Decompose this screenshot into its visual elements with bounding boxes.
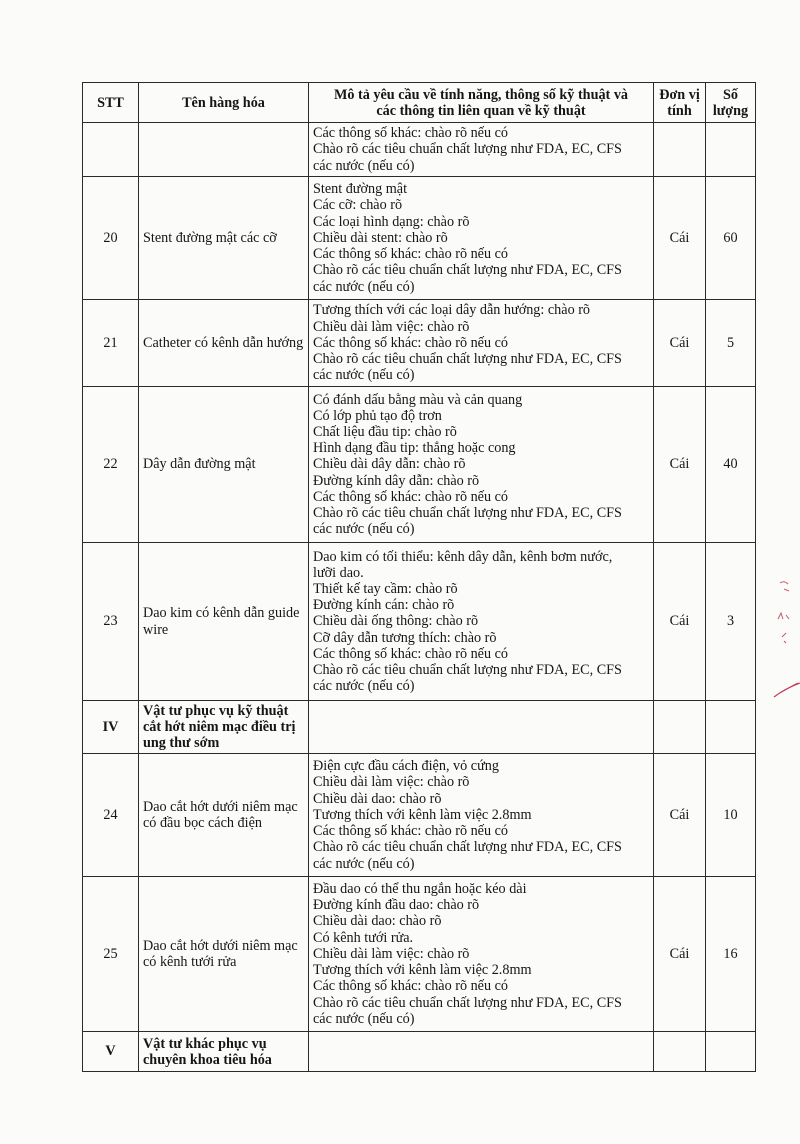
description-line: Chào rõ các tiêu chuẩn chất lượng như FDA, EC, CFS: [313, 262, 622, 279]
header-quantity-line: lượng: [712, 102, 749, 119]
description-line: Chiều dài dao: chào rõ: [313, 790, 442, 807]
description-line: Chào rõ các tiêu chuẩn chất lượng như FDA, EC, CFS: [313, 505, 622, 521]
row-unit: Cái: [654, 177, 706, 300]
row-unit: Cái: [654, 387, 706, 543]
description-line: các nước (nếu có): [313, 157, 415, 174]
description-line: Các thông số khác: chào rõ nếu có: [313, 823, 509, 840]
section-row: [83, 701, 756, 754]
description-line: Các thông số khác: chào rõ nếu có: [313, 488, 509, 505]
description-line: Chiều dài stent: chào rõ: [313, 229, 448, 246]
row-description: [309, 877, 654, 1032]
description-line: Chào rõ các tiêu chuẩn chất lượng như FDA, EC, CFS: [313, 351, 622, 368]
row-quantity: [706, 123, 756, 177]
header-description: [309, 83, 654, 123]
stamp-fragment-mark: [770, 575, 800, 705]
description-line: các nước (nếu có): [313, 521, 415, 538]
description-line: Tương thích với các loại dây dẫn hướng: chào rõ: [313, 302, 591, 319]
row-quantity: [706, 701, 756, 754]
row-item-name: Dao kim có kênh dẫn guide wire: [139, 543, 309, 701]
description-line: Điện cực đầu cách điện, vỏ cứng: [313, 758, 499, 775]
header-unit-line: tính: [667, 102, 692, 119]
description-line: Thiết kế tay cầm: chào rõ: [313, 580, 458, 597]
description-line: Đường kính dây dẫn: chào rõ: [313, 472, 480, 489]
description-line: Tương thích với kênh làm việc 2.8mm: [313, 962, 532, 979]
row-description: [309, 177, 654, 300]
row-description: [309, 701, 654, 754]
description-line: Stent đường mật: [313, 181, 408, 198]
table-row: [83, 177, 756, 300]
description-line: Các thông số khác: chào rõ nếu có: [313, 246, 509, 263]
row-stt: 22: [83, 387, 139, 543]
row-item-name: [139, 123, 309, 177]
row-unit: Cái: [654, 877, 706, 1032]
description-line: Chiều dài ống thông: chào rõ: [313, 613, 479, 630]
description-line: Các thông số khác: chào rõ nếu có: [313, 125, 509, 142]
description-line: Chiều dài làm việc: chào rõ: [313, 774, 470, 791]
row-unit: [654, 1032, 706, 1072]
description-line: Có lớp phủ tạo độ trơn: [313, 407, 442, 424]
description-line: các nước (nếu có): [313, 1010, 415, 1027]
description-line: Đường kính cán: chào rõ: [313, 597, 455, 614]
row-unit: [654, 123, 706, 177]
description-line: Các thông số khác: chào rõ nếu có: [313, 978, 509, 995]
row-quantity: [706, 1032, 756, 1072]
row-description: [309, 1032, 654, 1072]
row-stt: V: [83, 1032, 139, 1072]
row-stt: [83, 123, 139, 177]
description-line: Đường kính đầu dao: chào rõ: [313, 897, 480, 914]
row-stt: 24: [83, 754, 139, 877]
header-unit: [654, 83, 706, 123]
description-line: Chào rõ các tiêu chuẩn chất lượng như FDA, EC, CFS: [313, 994, 622, 1011]
row-description: [309, 387, 654, 543]
description-line: Hình dạng đầu tip: thẳng hoặc cong: [313, 440, 516, 457]
row-stt: 20: [83, 177, 139, 300]
row-description: [309, 754, 654, 877]
description-line: Các thông số khác: chào rõ nếu có: [313, 645, 509, 662]
row-unit: Cái: [654, 300, 706, 387]
row-quantity: 3: [706, 543, 756, 701]
row-description: [309, 300, 654, 387]
section-row: [83, 1032, 756, 1072]
header-description-line: các thông tin liên quan về kỹ thuật: [376, 102, 586, 119]
table-row: [83, 754, 756, 877]
row-quantity: 60: [706, 177, 756, 300]
description-line: Tương thích với kênh làm việc 2.8mm: [313, 806, 532, 823]
description-line: Cỡ dây dẫn tương thích: chào rõ: [313, 629, 497, 646]
row-stt: 21: [83, 300, 139, 387]
specification-table: [82, 82, 756, 1072]
description-line: Chiều dài làm việc: chào rõ: [313, 945, 470, 962]
row-unit: Cái: [654, 754, 706, 877]
row-quantity: 40: [706, 387, 756, 543]
table-row: [83, 123, 756, 177]
header-unit-line: Đơn vị: [659, 86, 700, 103]
row-quantity: 5: [706, 300, 756, 387]
description-line: các nước (nếu có): [313, 855, 415, 872]
description-line: Chiều dài dây dẫn: chào rõ: [313, 456, 466, 473]
table-row: [83, 543, 756, 701]
description-line: Các thông số khác: chào rõ nếu có: [313, 334, 509, 351]
row-quantity: 10: [706, 754, 756, 877]
row-stt: 23: [83, 543, 139, 701]
description-line: Chào rõ các tiêu chuẩn chất lượng như FDA, EC, CFS: [313, 141, 622, 158]
row-item-name: Stent đường mật các cỡ: [139, 177, 309, 300]
row-item-name: Catheter có kênh dẫn hướng: [139, 300, 309, 387]
table-row: [83, 300, 756, 387]
description-line: các nước (nếu có): [313, 367, 415, 384]
description-line: lưỡi dao.: [313, 564, 364, 581]
header-quantity-line: Số: [723, 86, 738, 103]
description-line: Đầu dao có thể thu ngắn hoặc kéo dài: [313, 881, 527, 898]
row-unit: Cái: [654, 543, 706, 701]
row-item-name: Vật tư phục vụ kỹ thuật cắt hớt niêm mạc điều trị ung thư sớm: [139, 701, 309, 754]
row-item-name: Dây dẫn đường mật: [139, 387, 309, 543]
table-row: [83, 877, 756, 1032]
row-description: [309, 543, 654, 701]
description-line: các nước (nếu có): [313, 278, 415, 295]
description-line: Chiều dài dao: chào rõ: [313, 913, 442, 930]
description-line: Chào rõ các tiêu chuẩn chất lượng như FDA, EC, CFS: [313, 839, 622, 856]
header-quantity: [706, 83, 756, 123]
row-stt: IV: [83, 701, 139, 754]
description-line: Có đánh dấu bằng màu và cản quang: [313, 391, 523, 408]
table-body: [83, 123, 756, 1072]
row-description: [309, 123, 654, 177]
description-line: Chào rõ các tiêu chuẩn chất lượng như FDA, EC, CFS: [313, 662, 622, 678]
description-line: Dao kim có tối thiểu: kênh dây dẫn, kênh bơm nước,: [313, 548, 613, 565]
header-description-line: Mô tả yêu cầu về tính năng, thông số kỹ thuật và: [333, 86, 629, 103]
description-line: Các loại hình dạng: chào rõ: [313, 213, 470, 230]
row-item-name: Dao cắt hớt dưới niêm mạc có đầu bọc cách điện: [139, 754, 309, 877]
row-stt: 25: [83, 877, 139, 1032]
description-line: Chiều dài làm việc: chào rõ: [313, 318, 470, 335]
row-item-name: Dao cắt hớt dưới niêm mạc có kênh tưới rửa: [139, 877, 309, 1032]
row-unit: [654, 701, 706, 754]
header-name: Tên hàng hóa: [139, 83, 309, 123]
description-line: Có kênh tưới rửa.: [313, 929, 414, 946]
description-line: các nước (nếu có): [313, 678, 415, 695]
row-quantity: 16: [706, 877, 756, 1032]
description-line: Các cỡ: chào rõ: [313, 197, 403, 214]
description-line: Chất liệu đầu tip: chào rõ: [313, 423, 457, 440]
table-header-row: [83, 83, 756, 123]
header-stt: STT: [83, 83, 139, 123]
table-row: [83, 387, 756, 543]
row-item-name: Vật tư khác phục vụ chuyên khoa tiêu hóa: [139, 1032, 309, 1072]
